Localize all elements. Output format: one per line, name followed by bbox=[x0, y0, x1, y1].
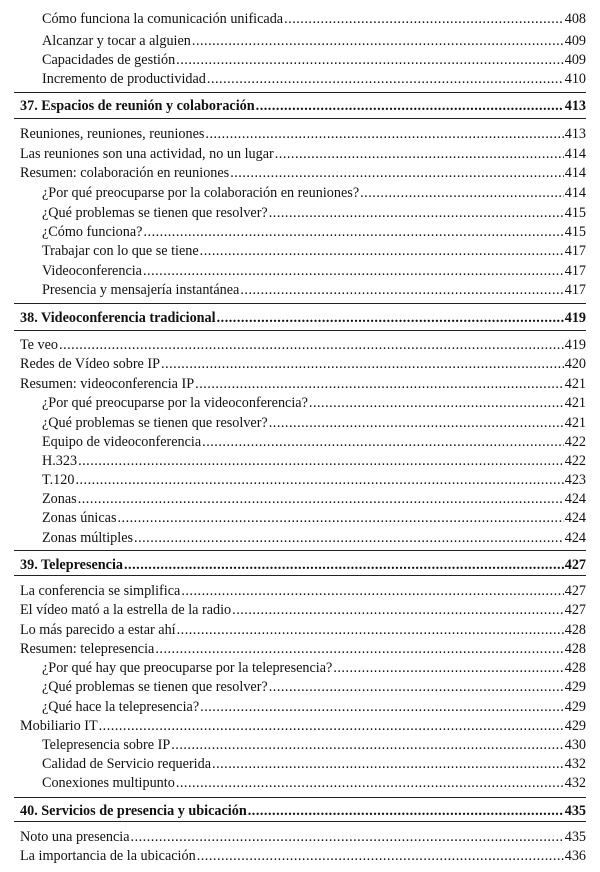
toc-entry bbox=[0, 10, 600, 28]
dot-leader bbox=[275, 145, 564, 163]
page-number: 409 bbox=[564, 33, 586, 49]
section-divider bbox=[14, 575, 586, 576]
dot-leader bbox=[155, 640, 563, 658]
toc-entry bbox=[0, 145, 600, 163]
page-number: 435 bbox=[564, 803, 586, 819]
page-number: 427 bbox=[564, 602, 586, 618]
toc-entry bbox=[0, 433, 600, 451]
entry-title: Resumen: videoconferencia IP bbox=[20, 376, 195, 392]
entry-title: Alcanzar y tocar a alguien bbox=[42, 33, 191, 49]
page-number: 415 bbox=[564, 205, 586, 221]
page-number: 428 bbox=[564, 622, 586, 638]
entry-title: Calidad de Servicio requerida bbox=[42, 756, 212, 772]
dot-leader bbox=[248, 802, 564, 820]
page-number: 415 bbox=[564, 224, 586, 240]
dot-leader bbox=[200, 698, 564, 716]
dot-leader bbox=[200, 242, 564, 260]
dot-leader bbox=[202, 433, 564, 451]
dot-leader bbox=[99, 717, 564, 735]
page-number: 422 bbox=[564, 453, 586, 469]
entry-title: Resumen: colaboración en reuniones bbox=[20, 165, 230, 181]
toc-entry bbox=[0, 223, 600, 241]
page-number: 424 bbox=[564, 491, 586, 507]
dot-leader bbox=[197, 847, 564, 865]
toc-entry bbox=[0, 659, 600, 677]
section-divider bbox=[14, 550, 586, 551]
toc-chapter-entry bbox=[0, 556, 600, 574]
entry-title: Presencia y mensajería instantánea bbox=[42, 282, 240, 298]
toc-entry bbox=[0, 184, 600, 202]
toc-entry bbox=[0, 774, 600, 792]
section-divider bbox=[14, 92, 586, 93]
toc-entry bbox=[0, 70, 600, 88]
toc-entry bbox=[0, 717, 600, 735]
entry-title: ¿Cómo funciona? bbox=[42, 224, 143, 240]
toc-entry bbox=[0, 678, 600, 696]
page-number: 429 bbox=[564, 679, 586, 695]
entry-title: Te veo bbox=[20, 337, 59, 353]
entry-title: ¿Qué hace la telepresencia? bbox=[42, 699, 200, 715]
entry-title: Zonas múltiples bbox=[42, 530, 134, 546]
entry-title: ¿Por qué hay que preocuparse por la telepresencia? bbox=[42, 660, 333, 676]
toc-entry bbox=[0, 414, 600, 432]
page-number: 422 bbox=[564, 434, 586, 450]
toc-entry bbox=[0, 698, 600, 716]
entry-title: Incremento de productividad bbox=[42, 71, 206, 87]
dot-leader bbox=[240, 281, 563, 299]
dot-leader bbox=[212, 755, 564, 773]
page-number: 424 bbox=[564, 510, 586, 526]
section-divider bbox=[14, 330, 586, 331]
page-number: 427 bbox=[564, 583, 586, 599]
dot-leader bbox=[75, 471, 563, 489]
dot-leader bbox=[134, 529, 564, 547]
page-number: 417 bbox=[564, 243, 586, 259]
entry-title: Reuniones, reuniones, reuniones bbox=[20, 126, 205, 142]
toc-entry bbox=[0, 755, 600, 773]
dot-leader bbox=[195, 375, 564, 393]
dot-leader bbox=[230, 164, 564, 182]
dot-leader bbox=[78, 452, 564, 470]
page-number: 409 bbox=[564, 52, 586, 68]
section-divider bbox=[14, 821, 586, 822]
page-number: 430 bbox=[564, 737, 586, 753]
toc-entry bbox=[0, 375, 600, 393]
entry-title: Zonas únicas bbox=[42, 510, 117, 526]
entry-title: ¿Qué problemas se tienen que resolver? bbox=[42, 205, 268, 221]
dot-leader bbox=[333, 659, 563, 677]
dot-leader bbox=[192, 32, 564, 50]
toc-entry bbox=[0, 529, 600, 547]
page-number: 432 bbox=[564, 775, 586, 791]
page-number: 417 bbox=[564, 282, 586, 298]
entry-title: Cómo funciona la comunicación unificada bbox=[42, 11, 284, 27]
dot-leader bbox=[284, 10, 564, 28]
dot-leader bbox=[124, 556, 564, 574]
section-divider bbox=[14, 303, 586, 304]
toc-entry bbox=[0, 471, 600, 489]
dot-leader bbox=[143, 262, 564, 280]
dot-leader bbox=[171, 736, 564, 754]
page-number: 423 bbox=[564, 472, 586, 488]
entry-title: Equipo de videoconferencia bbox=[42, 434, 202, 450]
toc-entry bbox=[0, 242, 600, 260]
entry-title: Conexiones multipunto bbox=[42, 775, 175, 791]
page-number: 429 bbox=[564, 699, 586, 715]
dot-leader bbox=[205, 125, 563, 143]
page-number: 414 bbox=[564, 146, 586, 162]
page-number: 421 bbox=[564, 415, 586, 431]
dot-leader bbox=[59, 336, 564, 354]
toc-entry bbox=[0, 601, 600, 619]
toc-chapter-entry bbox=[0, 309, 600, 327]
dot-leader bbox=[143, 223, 563, 241]
entry-title: Las reuniones son una actividad, no un lugar bbox=[20, 146, 274, 162]
page-number: 428 bbox=[564, 660, 586, 676]
entry-title: ¿Por qué preocuparse por la colaboración en reuniones? bbox=[42, 185, 360, 201]
entry-title: La conferencia se simplifica bbox=[20, 583, 181, 599]
entry-title: Telepresencia sobre IP bbox=[42, 737, 171, 753]
page-number: 435 bbox=[564, 829, 586, 845]
entry-title: ¿Qué problemas se tienen que resolver? bbox=[42, 679, 268, 695]
page-number: 427 bbox=[564, 557, 586, 573]
section-divider bbox=[14, 118, 586, 119]
entry-title: Trabajar con lo que se tiene bbox=[42, 243, 199, 259]
toc-entry bbox=[0, 490, 600, 508]
entry-title: Zonas bbox=[42, 491, 77, 507]
dot-leader bbox=[217, 309, 564, 327]
page-number: 421 bbox=[564, 376, 586, 392]
entry-title: H.323 bbox=[42, 453, 78, 469]
page-number: 410 bbox=[564, 71, 586, 87]
page-number: 414 bbox=[564, 165, 586, 181]
entry-title: Resumen: telepresencia bbox=[20, 641, 155, 657]
dot-leader bbox=[256, 97, 564, 115]
dot-leader bbox=[131, 828, 564, 846]
toc-entry bbox=[0, 394, 600, 412]
page-number: 408 bbox=[564, 11, 586, 27]
dot-leader bbox=[78, 490, 564, 508]
dot-leader bbox=[232, 601, 564, 619]
entry-title: Videoconferencia bbox=[42, 263, 142, 279]
page-number: 424 bbox=[564, 530, 586, 546]
page-number: 436 bbox=[564, 848, 586, 864]
entry-title: Mobiliario IT bbox=[20, 718, 98, 734]
toc-chapter-entry bbox=[0, 802, 600, 820]
toc-entry bbox=[0, 640, 600, 658]
entry-title: La importancia de la ubicación bbox=[20, 848, 196, 864]
toc-entry bbox=[0, 736, 600, 754]
toc-chapter-entry bbox=[0, 97, 600, 115]
dot-leader bbox=[177, 621, 564, 639]
toc-entry bbox=[0, 51, 600, 69]
toc-entry bbox=[0, 164, 600, 182]
toc-entry bbox=[0, 281, 600, 299]
page-number: 429 bbox=[564, 718, 586, 734]
page-number: 420 bbox=[564, 356, 586, 372]
toc-entry bbox=[0, 355, 600, 373]
page-number: 413 bbox=[564, 126, 586, 142]
page-number: 432 bbox=[564, 756, 586, 772]
page-number: 414 bbox=[564, 185, 586, 201]
page-number: 419 bbox=[564, 310, 586, 326]
dot-leader bbox=[269, 204, 564, 222]
dot-leader bbox=[181, 582, 563, 600]
toc-entry bbox=[0, 582, 600, 600]
dot-leader bbox=[269, 414, 564, 432]
toc-entry bbox=[0, 32, 600, 50]
dot-leader bbox=[176, 51, 564, 69]
entry-title: El vídeo mató a la estrella de la radio bbox=[20, 602, 232, 618]
dot-leader bbox=[176, 774, 564, 792]
dot-leader bbox=[269, 678, 564, 696]
dot-leader bbox=[117, 509, 563, 527]
chapter-title: 38. Videoconferencia tradicional bbox=[20, 310, 216, 326]
entry-title: Redes de Vídeo sobre IP bbox=[20, 356, 161, 372]
page-number: 417 bbox=[564, 263, 586, 279]
entry-title: ¿Qué problemas se tienen que resolver? bbox=[42, 415, 268, 431]
dot-leader bbox=[309, 394, 564, 412]
dot-leader bbox=[161, 355, 564, 373]
dot-leader bbox=[207, 70, 564, 88]
toc-entry bbox=[0, 204, 600, 222]
toc-entry bbox=[0, 125, 600, 143]
entry-title: Lo más parecido a estar ahí bbox=[20, 622, 176, 638]
toc-entry bbox=[0, 336, 600, 354]
chapter-title: 40. Servicios de presencia y ubicación bbox=[20, 803, 247, 819]
entry-title: ¿Por qué preocuparse por la videoconferencia? bbox=[42, 395, 308, 411]
entry-title: Capacidades de gestión bbox=[42, 52, 176, 68]
toc-entry bbox=[0, 621, 600, 639]
chapter-title: 39. Telepresencia bbox=[20, 557, 123, 573]
toc-entry bbox=[0, 847, 600, 865]
chapter-title: 37. Espacios de reunión y colaboración bbox=[20, 98, 255, 114]
entry-title: Noto una presencia bbox=[20, 829, 130, 845]
page-number: 421 bbox=[564, 395, 586, 411]
page-number: 428 bbox=[564, 641, 586, 657]
dot-leader bbox=[360, 184, 564, 202]
toc-entry bbox=[0, 828, 600, 846]
page-number: 419 bbox=[564, 337, 586, 353]
toc-entry bbox=[0, 509, 600, 527]
toc-entry bbox=[0, 262, 600, 280]
entry-title: T.120 bbox=[42, 472, 75, 488]
toc-entry bbox=[0, 452, 600, 470]
page-number: 413 bbox=[564, 98, 586, 114]
section-divider bbox=[14, 797, 586, 798]
